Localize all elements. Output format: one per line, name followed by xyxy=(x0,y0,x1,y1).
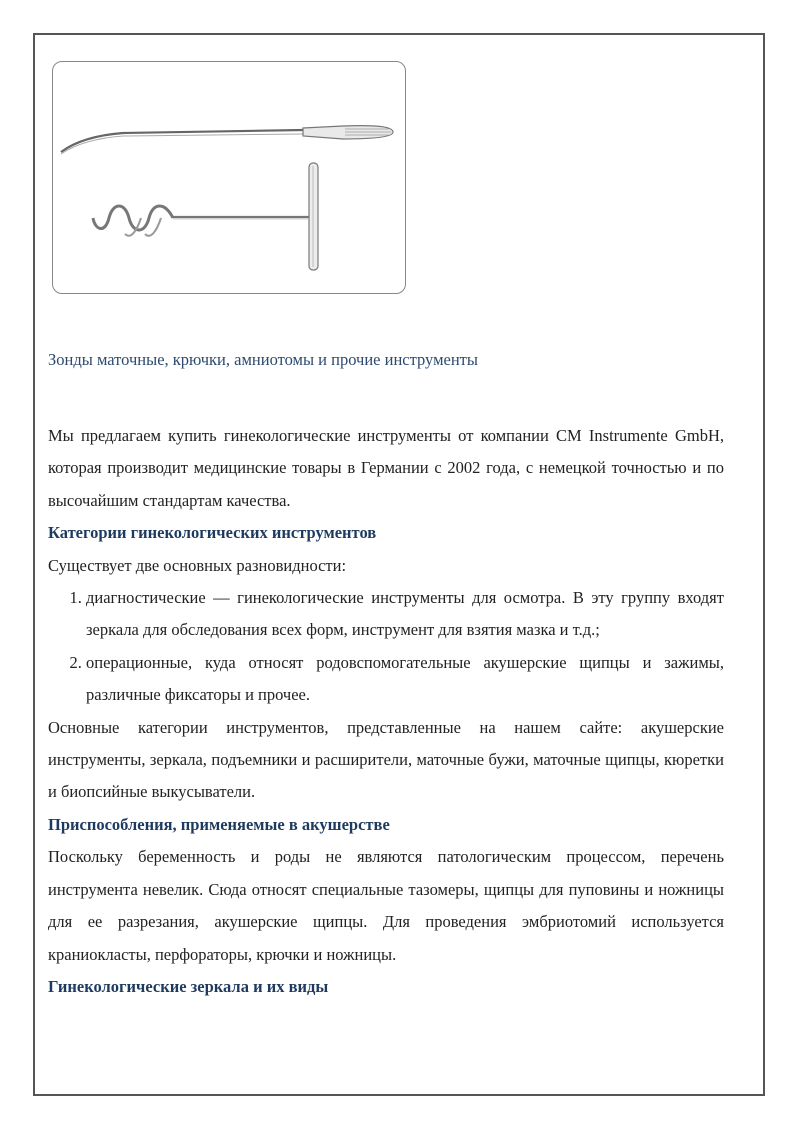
categories-lead: Существует две основных разновидности: xyxy=(48,555,347,575)
categories-list xyxy=(48,582,724,712)
categories-summary: Основные категории инструментов, представленные на нашем сайте: акушерские инструменты, зеркала, подъемники и расширители, маточные бужи, маточные щипцы, кюретки и биопсийные выкусыватели. xyxy=(48,717,724,802)
list-item: 2. операционные, куда относят родовспомогательные акушерские щипцы и зажимы, различные фиксаторы и прочее. xyxy=(86,647,724,712)
intro-paragraph: Мы предлагаем купить гинекологические инструменты от компании CM Instrumente GmbH, которая производит медицинские товары в Германии с 2002 года, с немецкой точностью и по высочайшим стандартам качества. xyxy=(48,426,724,510)
section-heading-obstetrics: Приспособления, применяемые в акушерстве xyxy=(48,814,390,834)
article-content xyxy=(48,420,724,1003)
spiral-hook-drawing xyxy=(93,163,318,270)
list-item: 1. диагностические — гинекологические инструменты для осмотра. В эту группу входят зеркала для обследования всех форм, инструмент для взятия мазка и т.д.; xyxy=(86,582,724,647)
obstetrics-paragraph: Поскольку беременность и роды не являются патологическим процессом, перечень инструмента невелик. Сюда относят специальные тазомеры, щипцы для пуповины и ножницы для ее разрезания, акушерские щипцы. Для проведения эмбриотомий используется краниокласты, перфораторы, крючки и ножницы. xyxy=(48,847,724,964)
instruments-illustration xyxy=(53,62,407,295)
section-heading-speculums: Гинекологические зеркала и их виды xyxy=(48,976,329,996)
uterine-probe-drawing xyxy=(61,126,393,154)
image-caption: Зонды маточные, крючки, амниотомы и прочие инструменты xyxy=(48,350,478,369)
instruments-image xyxy=(52,61,406,294)
section-heading-categories: Категории гинекологических инструментов xyxy=(48,523,377,543)
